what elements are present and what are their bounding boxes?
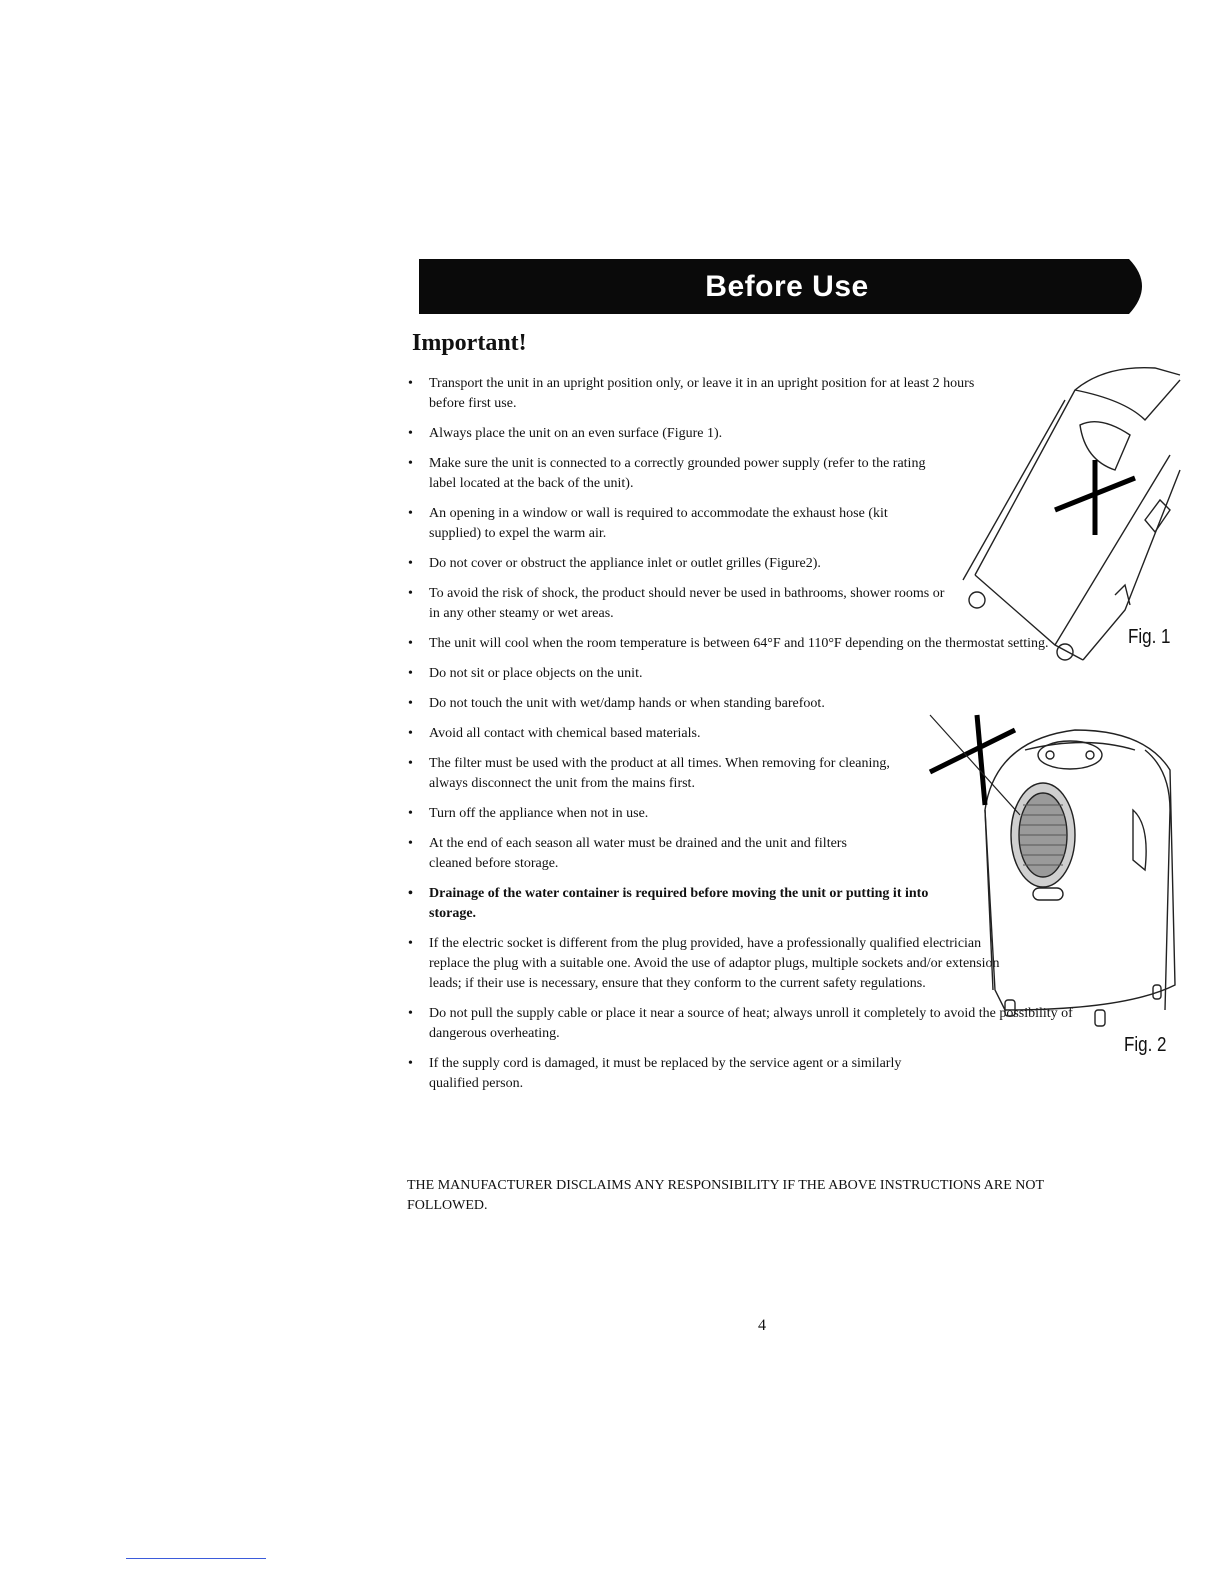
list-item: • An opening in a window or wall is required to accommodate the exhaust hose (kit supplied) to expel the warm air. [405, 504, 929, 544]
list-item: • Make sure the unit is connected to a correctly grounded power supply (refer to the rating label located at the back of the unit). [405, 454, 929, 494]
list-item: • Do not pull the supply cable or place it near a source of heat; always unroll it completely to avoid the possibility of dangerous overheating. [405, 1004, 1079, 1044]
disclaimer-text: THE MANUFACTURER DISCLAIMS ANY RESPONSIBILITY IF THE ABOVE INSTRUCTIONS ARE NOT FOLLOWED. [407, 1178, 1044, 1213]
banner-title: Before Use [705, 270, 869, 303]
section-heading: Important! [412, 330, 527, 356]
list-item: • If the electric socket is different from the plug provided, have a professionally qualified electrician replace the plug with a suitable one. Avoid the use of adaptor plugs, multiple sockets and/or extension leads; if their use is necessary, ensure that they conform to the current safety regulations. [405, 934, 1009, 994]
list-item: • Avoid all contact with chemical based materials. [405, 724, 1075, 744]
list-item-bold: • Drainage of the water container is required before moving the unit or putting it into storage. [405, 884, 969, 924]
list-item: • Do not cover or obstruct the appliance inlet or outlet grilles (Figure2). [405, 554, 1075, 574]
list-item: • Always place the unit on an even surface (Figure 1). [405, 424, 1075, 444]
upright-unit-illustration [925, 710, 1185, 1040]
list-item: • The filter must be used with the product at all times. When removing for cleaning, always disconnect the unit from the mains first. [405, 754, 929, 794]
page-number: 4 [758, 1317, 766, 1334]
list-item: • Do not sit or place objects on the unit. [405, 664, 1075, 684]
figure-1-label: Fig. 1 [1128, 626, 1171, 648]
list-item: • At the end of each season all water must be drained and the unit and filters cleaned before storage. [405, 834, 879, 874]
section-banner [419, 259, 1155, 314]
footer-divider [126, 1558, 266, 1559]
figure-2-label: Fig. 2 [1124, 1034, 1167, 1056]
list-item: • If the supply cord is damaged, it must be replaced by the service agent or a similarly qualified person. [405, 1054, 949, 1094]
list-item: • Turn off the appliance when not in use. [405, 804, 1075, 824]
list-item: • Transport the unit in an upright position only, or leave it in an upright position for at least 2 hours before first use. [405, 374, 989, 414]
tilted-unit-illustration [955, 360, 1185, 670]
list-item: • Do not touch the unit with wet/damp hands or when standing barefoot. [405, 694, 859, 714]
list-item: • To avoid the risk of shock, the product should never be used in bathrooms, shower rooms or in any other steamy or wet areas. [405, 584, 949, 624]
list-item: • The unit will cool when the room temperature is between 64°F and 110°F depending on the thermostat setting. [405, 634, 1049, 654]
